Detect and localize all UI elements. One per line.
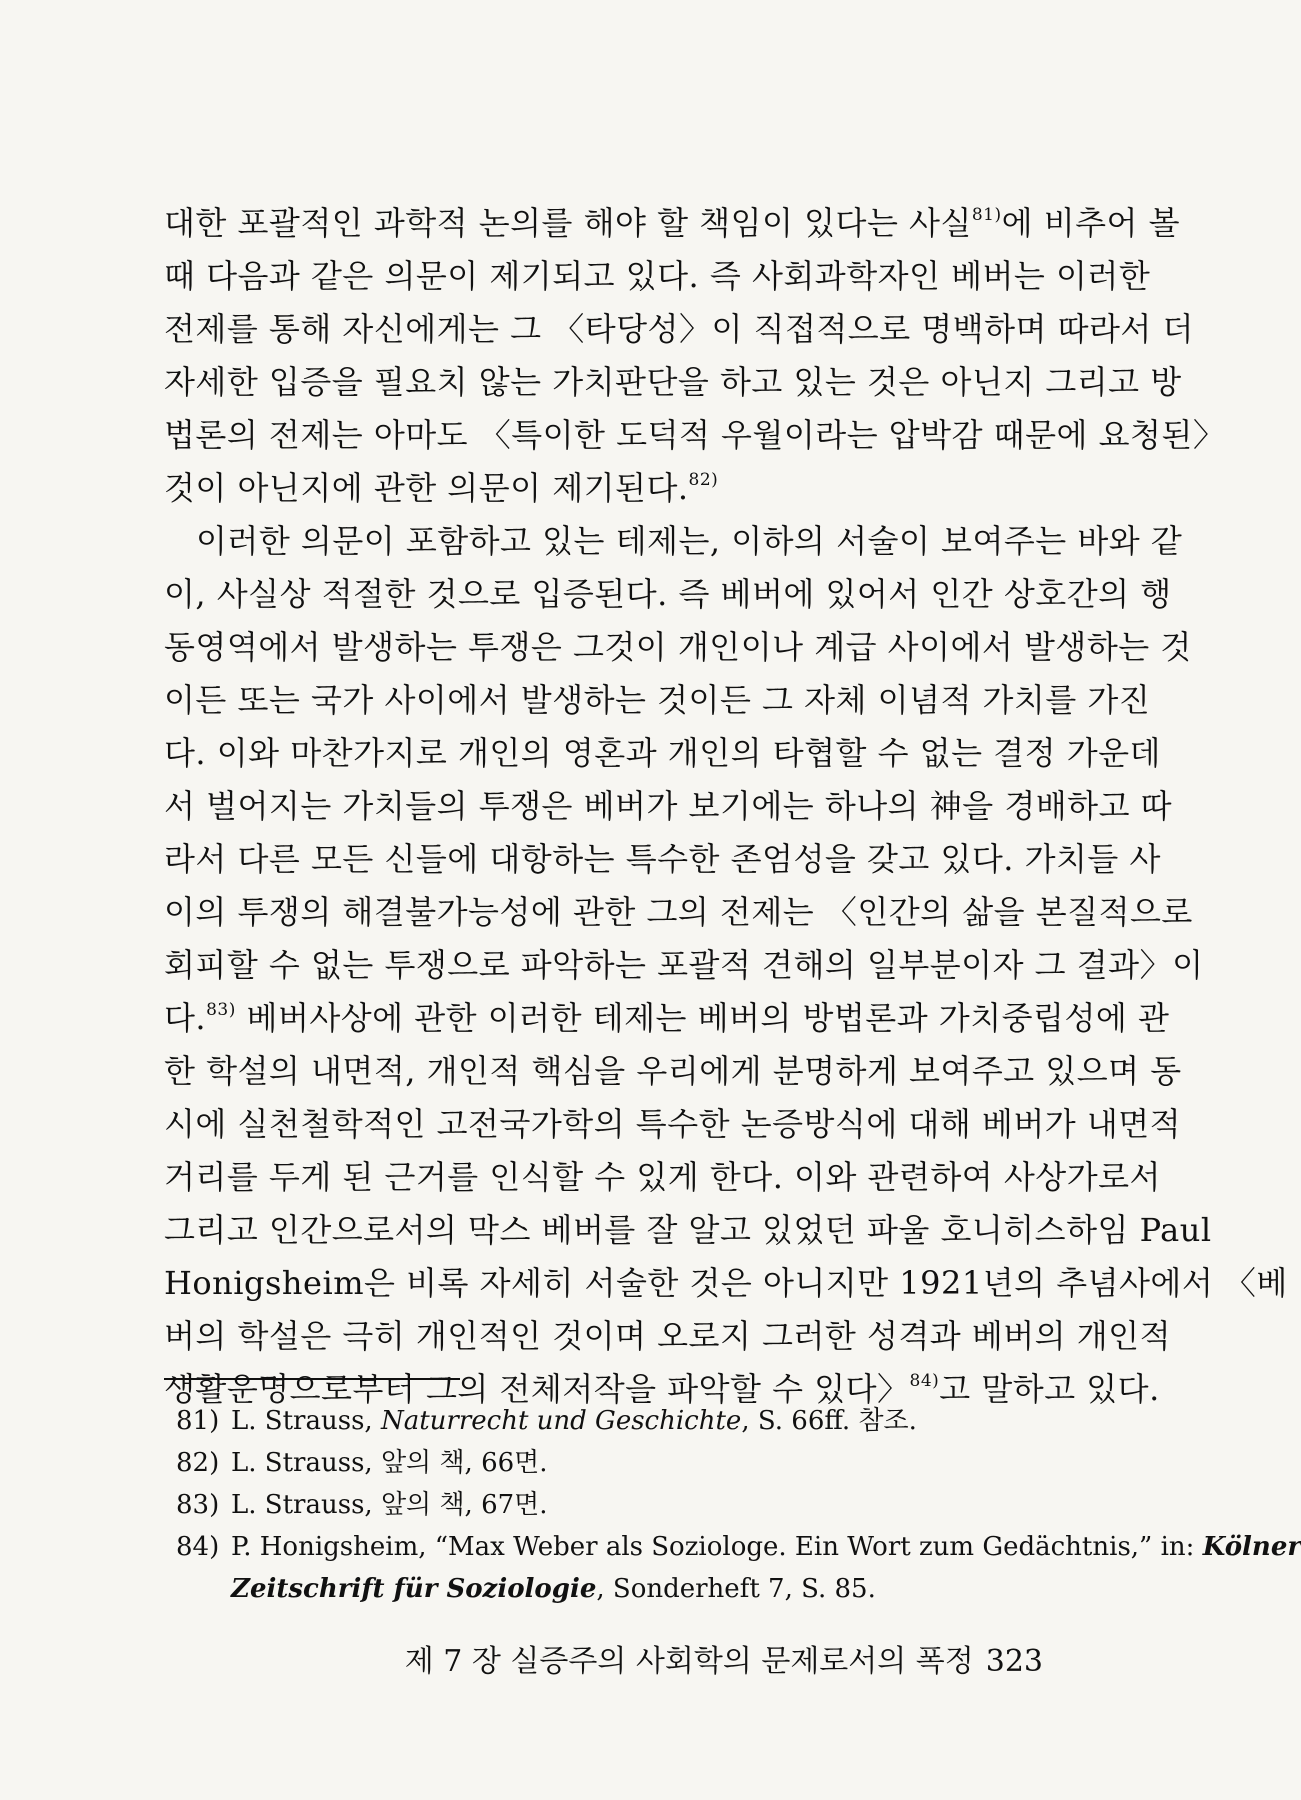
text-line xyxy=(164,356,1182,409)
line-text-after: 고 말하고 있다. xyxy=(939,1370,1160,1408)
text-line xyxy=(164,409,1226,462)
line-text: 이러한 의문이 포함하고 있는 테제는, 이하의 서술이 보여주는 바와 같 xyxy=(196,522,1183,560)
text-line xyxy=(164,515,1183,568)
text-line xyxy=(164,780,1173,833)
footnote-title: Zeitschrift für Soziologie xyxy=(231,1574,597,1604)
footnote-ref[interactable]: 84) xyxy=(909,1371,940,1391)
text-line xyxy=(164,1151,1161,1204)
line-text: 다. 이와 마찬가지로 개인의 영혼과 개인의 타협할 수 없는 결정 가운데 xyxy=(164,734,1161,772)
footnote-ref[interactable]: 81) xyxy=(971,205,1002,225)
line-text: 생활운명으로부터 그의 전체저작을 파악할 수 있다〉 xyxy=(164,1370,910,1408)
line-text: 이든 또는 국가 사이에서 발생하는 것이든 그 자체 이념적 가치를 가진 xyxy=(164,681,1151,719)
footnote-number: 83) xyxy=(176,1490,220,1520)
footnote-number: 82) xyxy=(176,1448,220,1478)
line-text: 법론의 전제는 아마도 〈특이한 도덕적 우월이라는 압박감 때문에 요청된〉 xyxy=(164,416,1226,454)
line-text: 시에 실천철학적인 고전국가학의 특수한 논증방식에 대해 베버가 내면적 xyxy=(164,1105,1182,1143)
footnote-text-after: , S. 66ff. 참조. xyxy=(741,1406,917,1436)
page-number: 323 xyxy=(985,1644,1043,1679)
line-text-after: 베버사상에 관한 이러한 테제는 베버의 방법론과 가치중립성에 관 xyxy=(235,999,1170,1037)
footnote-number: 84) xyxy=(176,1532,220,1562)
paragraph-1 xyxy=(164,197,1226,515)
line-text: 때 다음과 같은 의문이 제기되고 있다. 즉 사회과학자인 베버는 이러한 xyxy=(164,257,1151,295)
footnote-text: L. Strauss, 앞의 책, 67면. xyxy=(231,1490,548,1520)
text-line xyxy=(164,886,1193,939)
paragraph-2 xyxy=(164,515,1288,1416)
footnote-title: Naturrecht und Geschichte xyxy=(380,1406,742,1436)
footnote-title: Kölner xyxy=(1202,1532,1301,1562)
line-text: 대한 포괄적인 과학적 논의를 해야 할 책임이 있다는 사실 xyxy=(164,204,972,242)
text-line xyxy=(164,833,1161,886)
footnote-ref[interactable]: 82) xyxy=(688,470,719,490)
text-line xyxy=(164,250,1151,303)
line-text: 서 벌어지는 가치들의 투쟁은 베버가 보기에는 하나의 神을 경배하고 따 xyxy=(164,787,1173,825)
footnote-ref[interactable]: 83) xyxy=(206,1000,236,1020)
text-line xyxy=(164,462,1044,515)
footnote-divider xyxy=(164,1378,460,1380)
footnote-number: 81) xyxy=(176,1406,220,1436)
text-line xyxy=(164,1257,1288,1310)
text-line xyxy=(164,197,1181,250)
footnote-item xyxy=(176,1526,1301,1568)
text-line xyxy=(164,992,1170,1045)
line-text: 라서 다른 모든 신들에 대항하는 특수한 존엄성을 갖고 있다. 가치들 사 xyxy=(164,840,1161,878)
text-line xyxy=(164,1045,1182,1098)
footnote-text: L. Strauss, xyxy=(231,1406,381,1436)
footnote-item xyxy=(176,1484,1056,1526)
footnote-text: P. Honigsheim, “Max Weber als Soziologe. Ein Wort zum Gedächtnis,” in: xyxy=(231,1532,1203,1562)
text-line xyxy=(164,674,1151,727)
running-footer xyxy=(405,1636,1043,1680)
footnote-text-after: , Sonderheft 7, S. 85. xyxy=(596,1574,876,1604)
footnote-continuation xyxy=(176,1568,1056,1610)
footnote-text: L. Strauss, 앞의 책, 66면. xyxy=(231,1448,548,1478)
line-text: 회피할 수 없는 투쟁으로 파악하는 포괄적 견해의 일부분이자 그 결과〉이 xyxy=(164,946,1204,984)
text-line xyxy=(164,568,1172,621)
footnote-item xyxy=(176,1442,1056,1484)
line-text: 버의 학설은 극히 개인적인 것이며 오로지 그러한 성격과 베버의 개인적 xyxy=(164,1317,1171,1355)
line-text: 그리고 인간으로서의 막스 베버를 잘 알고 있었던 파울 호니히스하임 Paul xyxy=(164,1211,1212,1249)
line-text: 동영역에서 발생하는 투쟁은 그것이 개인이나 계급 사이에서 발생하는 것 xyxy=(164,628,1192,666)
text-line xyxy=(164,1098,1182,1151)
line-text: 이의 투쟁의 해결불가능성에 관한 그의 전제는 〈인간의 삶을 본질적으로 xyxy=(164,893,1193,931)
text-line xyxy=(164,939,1204,992)
line-text: 전제를 통해 자신에게는 그 〈타당성〉이 직접적으로 명백하며 따라서 더 xyxy=(164,310,1194,348)
line-text: Honigsheim은 비록 자세히 서술한 것은 아니지만 1921년의 추념사에서 〈베 xyxy=(164,1264,1288,1302)
line-text-after: 에 비추어 볼 xyxy=(1001,204,1181,242)
line-text: 다. xyxy=(164,999,207,1037)
text-line xyxy=(164,621,1192,674)
footnotes xyxy=(176,1400,1301,1610)
text-line xyxy=(164,1310,1171,1363)
body-text xyxy=(164,197,1288,1416)
line-text: 자세한 입증을 필요치 않는 가치판단을 하고 있는 것은 아닌지 그리고 방 xyxy=(164,363,1182,401)
chapter-title: 제 7 장 실증주의 사회학의 문제로서의 폭정 xyxy=(404,1644,974,1679)
text-line xyxy=(164,727,1161,780)
line-text: 한 학설의 내면적, 개인적 핵심을 우리에게 분명하게 보여주고 있으며 동 xyxy=(164,1052,1182,1090)
line-text: 이, 사실상 적절한 것으로 입증된다. 즉 베버에 있어서 인간 상호간의 행 xyxy=(164,575,1172,613)
footnote-item xyxy=(176,1400,1056,1442)
line-text: 거리를 두게 된 근거를 인식할 수 있게 한다. 이와 관련하여 사상가로서 xyxy=(164,1158,1161,1196)
text-line xyxy=(164,303,1194,356)
text-line xyxy=(164,1204,1212,1257)
line-text: 것이 아닌지에 관한 의문이 제기된다. xyxy=(164,469,689,507)
